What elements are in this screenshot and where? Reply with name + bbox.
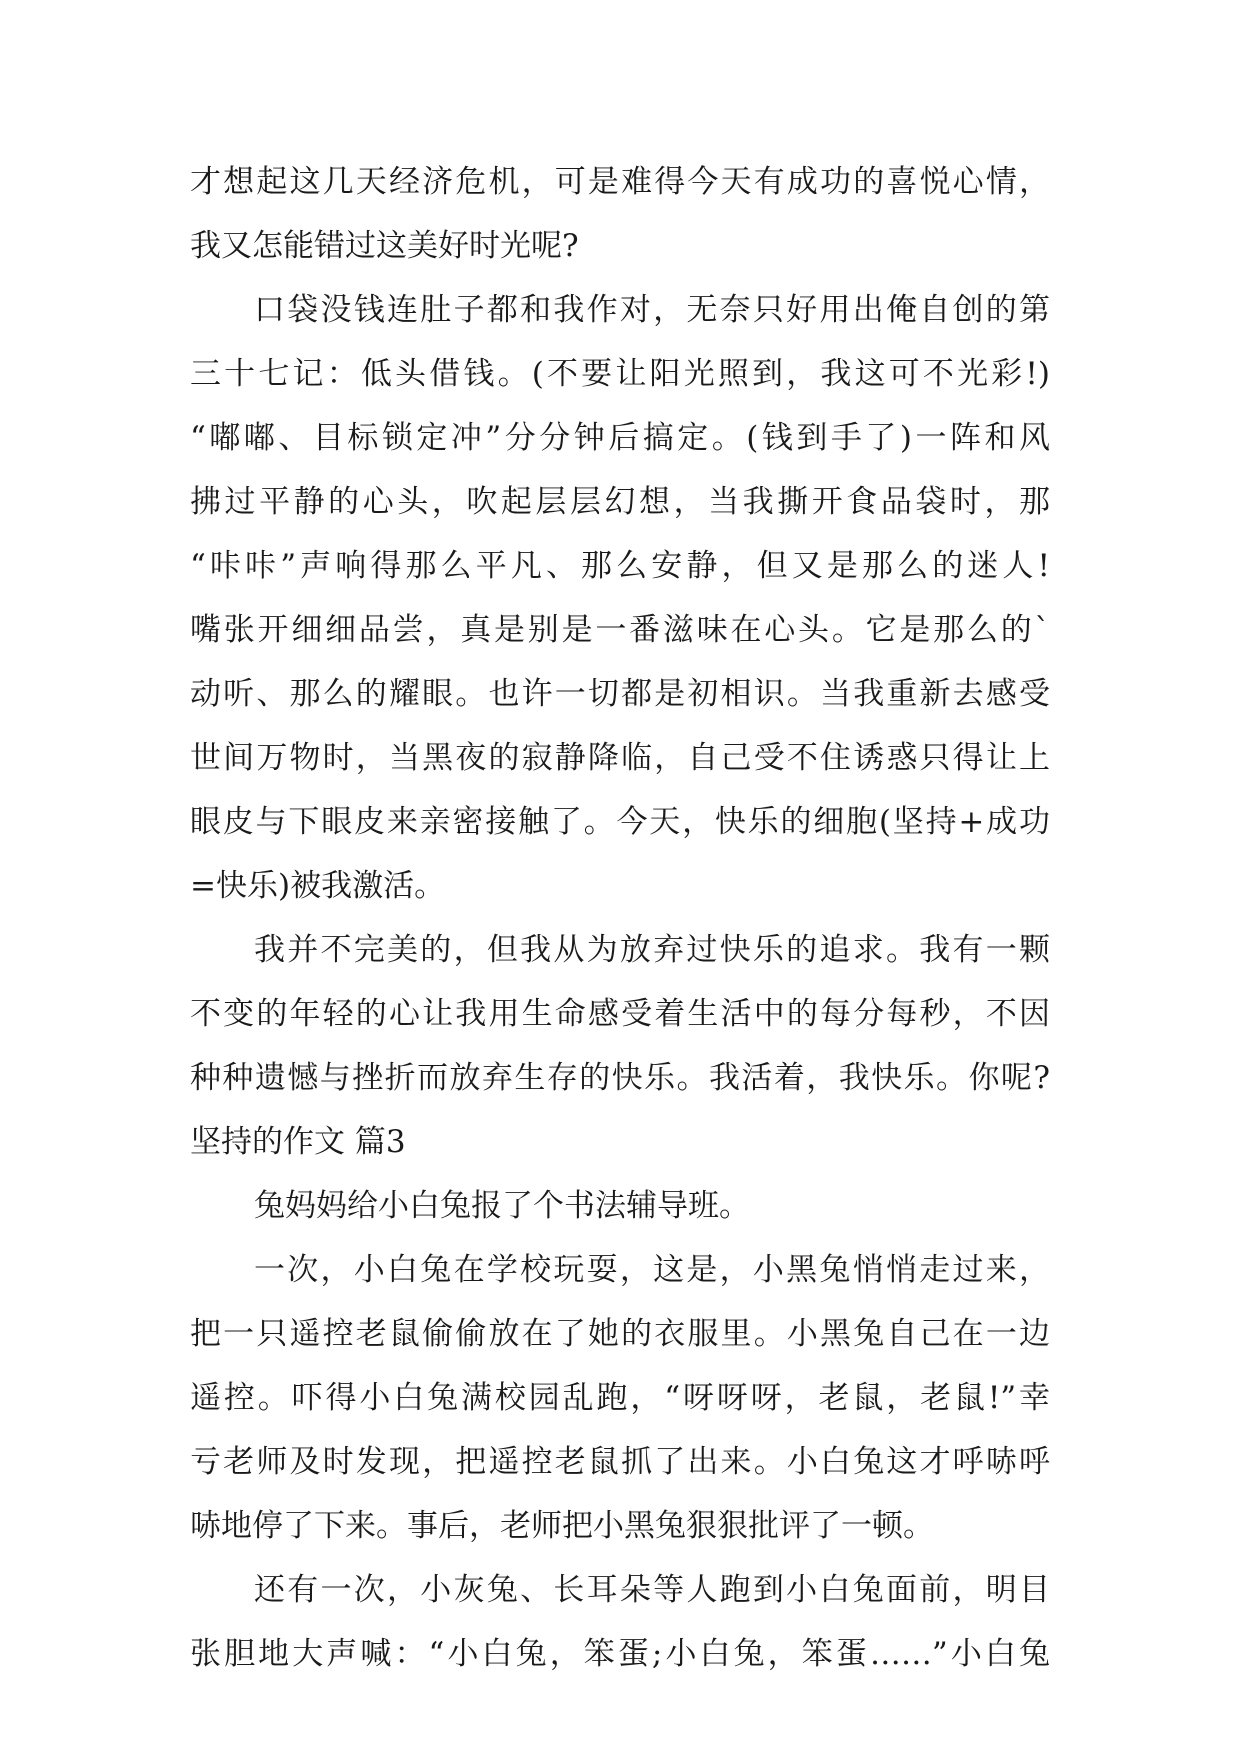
text-line: 世间万物时，当黑夜的寂静降临，自己受不住诱惑只得让上 xyxy=(190,740,1050,776)
section-heading: 坚持的作文 篇3 xyxy=(190,1124,406,1160)
paragraph-first-line: 我并不完美的，但我从为放弃过快乐的追求。我有一颗 xyxy=(254,932,1050,968)
text-line: 我又怎能错过这美好时光呢? xyxy=(190,228,579,264)
text-line: 把一只遥控老鼠偷偷放在了她的衣服里。小黑兔自己在一边 xyxy=(190,1316,1050,1352)
text-line: 三十七记：低头借钱。(不要让阳光照到，我这可不光彩!) xyxy=(190,356,1050,392)
text-line: 嘴张开细细品尝，真是别是一番滋味在心头。它是那么的` xyxy=(190,612,1050,648)
text-line: 不变的年轻的心让我用生命感受着生活中的每分每秒，不因 xyxy=(190,996,1050,1032)
paragraph-first-line: 一次，小白兔在学校玩耍，这是，小黑兔悄悄走过来， xyxy=(254,1252,1050,1288)
document-body xyxy=(190,150,1050,1686)
text-line: 亏老师及时发现，把遥控老鼠抓了出来。小白兔这才呼哧呼 xyxy=(190,1444,1050,1480)
text-line: =快乐)被我激活。 xyxy=(190,868,446,904)
text-line: “咔咔”声响得那么平凡、那么安静，但又是那么的迷人! xyxy=(190,548,1050,584)
text-line: 哧地停了下来。事后，老师把小黑兔狠狠批评了一顿。 xyxy=(190,1508,934,1544)
text-line: “嘟嘟、目标锁定冲”分分钟后搞定。(钱到手了)一阵和风 xyxy=(190,420,1050,456)
text-line: 张胆地大声喊：“小白兔，笨蛋;小白兔，笨蛋……”小白兔 xyxy=(190,1636,1050,1672)
text-line: 才想起这几天经济危机，可是难得今天有成功的喜悦心情， xyxy=(190,164,1050,200)
paragraph-first-line: 兔妈妈给小白兔报了个书法辅导班。 xyxy=(254,1188,750,1224)
paragraph-first-line: 还有一次，小灰兔、长耳朵等人跑到小白兔面前，明目 xyxy=(254,1572,1050,1608)
text-line: 遥控。吓得小白兔满校园乱跑，“呀呀呀，老鼠，老鼠!”幸 xyxy=(190,1380,1050,1416)
text-line: 动听、那么的耀眼。也许一切都是初相识。当我重新去感受 xyxy=(190,676,1050,712)
paragraph-first-line: 口袋没钱连肚子都和我作对，无奈只好用出俺自创的第 xyxy=(254,292,1050,328)
text-line: 眼皮与下眼皮来亲密接触了。今天，快乐的细胞(坚持+成功 xyxy=(190,804,1050,840)
text-line: 种种遗憾与挫折而放弃生存的快乐。我活着，我快乐。你呢? xyxy=(190,1060,1050,1096)
text-line: 拂过平静的心头，吹起层层幻想，当我撕开食品袋时，那 xyxy=(190,484,1050,520)
